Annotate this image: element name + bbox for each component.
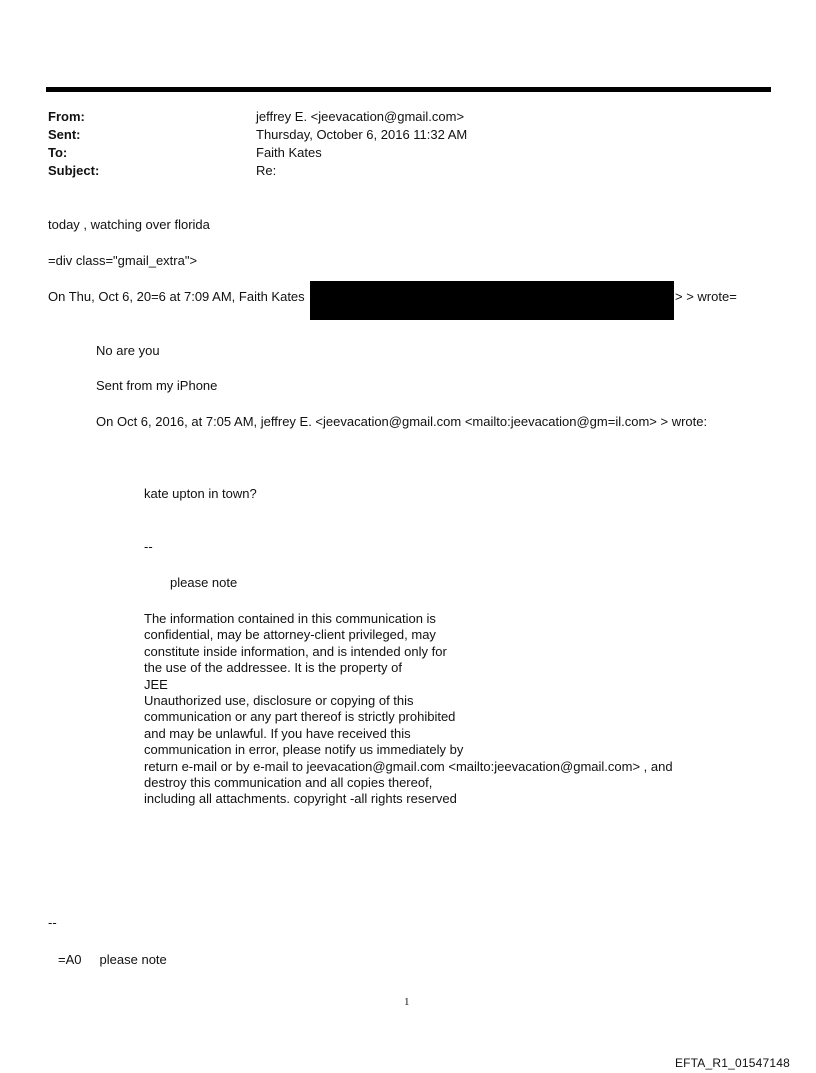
body-line-1: today , watching over florida [48, 217, 210, 232]
to-label: To: [48, 145, 68, 160]
footer-separator: -- [48, 915, 57, 930]
quote-intro-start: On Thu, Oct 6, 20=6 at 7:09 AM, Faith Kates [48, 289, 305, 304]
footer-note: =A0 please note [58, 952, 167, 967]
disclaimer-line: Unauthorized use, disclosure or copying of this [144, 693, 414, 709]
disclaimer-line: constitute inside information, and is intended only for [144, 643, 447, 659]
disclaimer-line: the use of the addressee. It is the property of [144, 660, 402, 676]
disclaimer-line: confidential, may be attorney-client privileged, may [144, 627, 436, 643]
from-value: jeffrey E. <jeevacation@gmail.com> [256, 109, 465, 124]
reply-line-2: Sent from my iPhone [96, 378, 218, 393]
body-line-2: =div class="gmail_extra"> [48, 253, 198, 268]
sent-value: Thursday, October 6, 2016 11:32 AM [256, 127, 468, 142]
disclaimer-line: destroy this communication and all copies thereof, [144, 775, 433, 791]
disclaimer-line: JEE [144, 676, 168, 692]
disclaimer-line: The information contained in this communication is [144, 611, 436, 626]
disclaimer-line: return e-mail or by e-mail to jeevacation@gmail.com <mailto:jeevacation@gmail.com> , and [144, 758, 673, 774]
nested-line-1: kate upton in town? [144, 486, 257, 501]
disclaimer-line: and may be unlawful. If you have received this [144, 725, 411, 741]
sent-label: Sent: [48, 127, 81, 142]
reply-line-3: On Oct 6, 2016, at 7:05 AM, jeffrey E. <jeevacation@gmail.com <mailto:jeevacation@gm=il.com> > wrote: [96, 414, 708, 429]
subject-label: Subject: [48, 163, 100, 178]
to-value: Faith Kates [256, 145, 322, 160]
nested-note: please note [170, 575, 238, 590]
disclaimer-line: including all attachments. copyright -all rights reserved [144, 791, 457, 807]
reply-line-1: No are you [96, 343, 160, 358]
subject-value: Re: [256, 163, 277, 178]
disclaimer-line: communication or any part thereof is strictly prohibited [144, 709, 456, 725]
disclaimer-block [144, 611, 673, 808]
quote-intro-end: > > wrote= [675, 289, 737, 304]
bates-number: EFTA_R1_01547148 [674, 1056, 790, 1070]
nested-separator: -- [144, 539, 153, 554]
from-label: From: [48, 109, 85, 124]
disclaimer-line: communication in error, please notify us immediately by [144, 742, 464, 758]
redaction-box [310, 281, 674, 320]
page-number: 1 [404, 996, 410, 1008]
header-rule [46, 87, 771, 92]
